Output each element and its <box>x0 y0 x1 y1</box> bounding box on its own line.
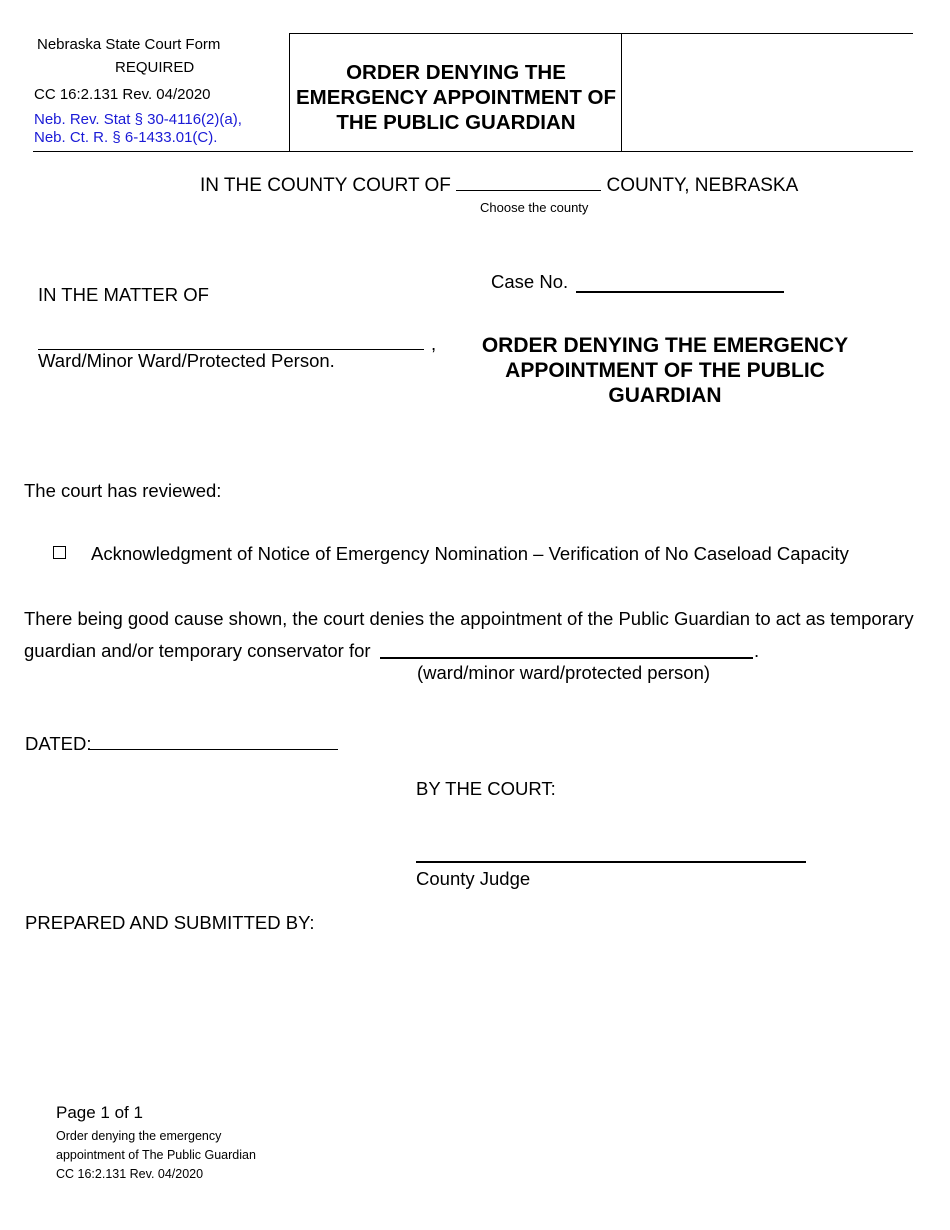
header-bottom-rule <box>33 151 913 152</box>
statute-link-2[interactable]: Neb. Ct. R. § 6-1433.01(C). <box>34 129 218 146</box>
by-court-label: BY THE COURT: <box>416 778 556 799</box>
judge-signature-line[interactable] <box>416 861 806 863</box>
paragraph-period: . <box>754 640 760 661</box>
prepared-label: PREPARED AND SUBMITTED BY: <box>25 912 315 933</box>
matter-label: IN THE MATTER OF <box>38 284 209 305</box>
judge-label: County Judge <box>416 868 531 889</box>
caption-title: ORDER DENYING THE EMERGENCY APPOINTMENT OF THE PUBLIC GUARDIAN <box>481 334 849 407</box>
ack-checkbox-label: Acknowledgment of Notice of Emergency Nomination – Verification of No Caseload Capacity <box>91 543 849 564</box>
required-label: REQUIRED <box>115 59 195 76</box>
case-label: Case No. <box>491 271 569 292</box>
header-divider-left <box>289 33 290 151</box>
dated-label: DATED: <box>25 733 92 754</box>
court-prefix: IN THE COUNTY COURT OF <box>200 175 451 196</box>
form-number: CC 16:2.131 Rev. 04/2020 <box>34 86 211 103</box>
header-divider-right <box>621 33 622 151</box>
ack-checkbox[interactable] <box>53 546 66 559</box>
ward-comma: , <box>431 333 437 354</box>
county-field[interactable] <box>456 172 601 191</box>
statute-link-1[interactable]: Neb. Rev. Stat § 30-4116(2)(a), <box>34 111 242 128</box>
ward-name-field-2[interactable] <box>380 638 753 659</box>
footer-line2: appointment of The Public Guardian <box>56 1148 256 1162</box>
county-hint: Choose the county <box>480 200 589 215</box>
ward-hint: (ward/minor ward/protected person) <box>417 662 711 683</box>
order-paragraph-line2: guardian and/or temporary conservator for <box>24 640 371 661</box>
dated-field[interactable] <box>88 749 338 750</box>
court-suffix: COUNTY, NEBRASKA <box>606 175 799 196</box>
reviewed-text: The court has reviewed: <box>24 480 222 501</box>
case-number-field[interactable] <box>576 271 784 293</box>
footer-line3: CC 16:2.131 Rev. 04/2020 <box>56 1167 204 1181</box>
court-line <box>200 172 798 197</box>
header-top-rule <box>289 33 913 34</box>
order-paragraph-line1: There being good cause shown, the court denies the appointment of the Public Guardian to act as temporary <box>24 608 914 629</box>
header-title: ORDER DENYING THE EMERGENCY APPOINTMENT OF THE PUBLIC GUARDIAN <box>295 61 617 134</box>
page-number: Page 1 of 1 <box>56 1103 143 1122</box>
ward-label: Ward/Minor Ward/Protected Person. <box>38 350 335 371</box>
footer-line1: Order denying the emergency <box>56 1129 222 1143</box>
ward-name-field[interactable] <box>38 330 424 350</box>
form-name: Nebraska State Court Form <box>37 36 221 53</box>
